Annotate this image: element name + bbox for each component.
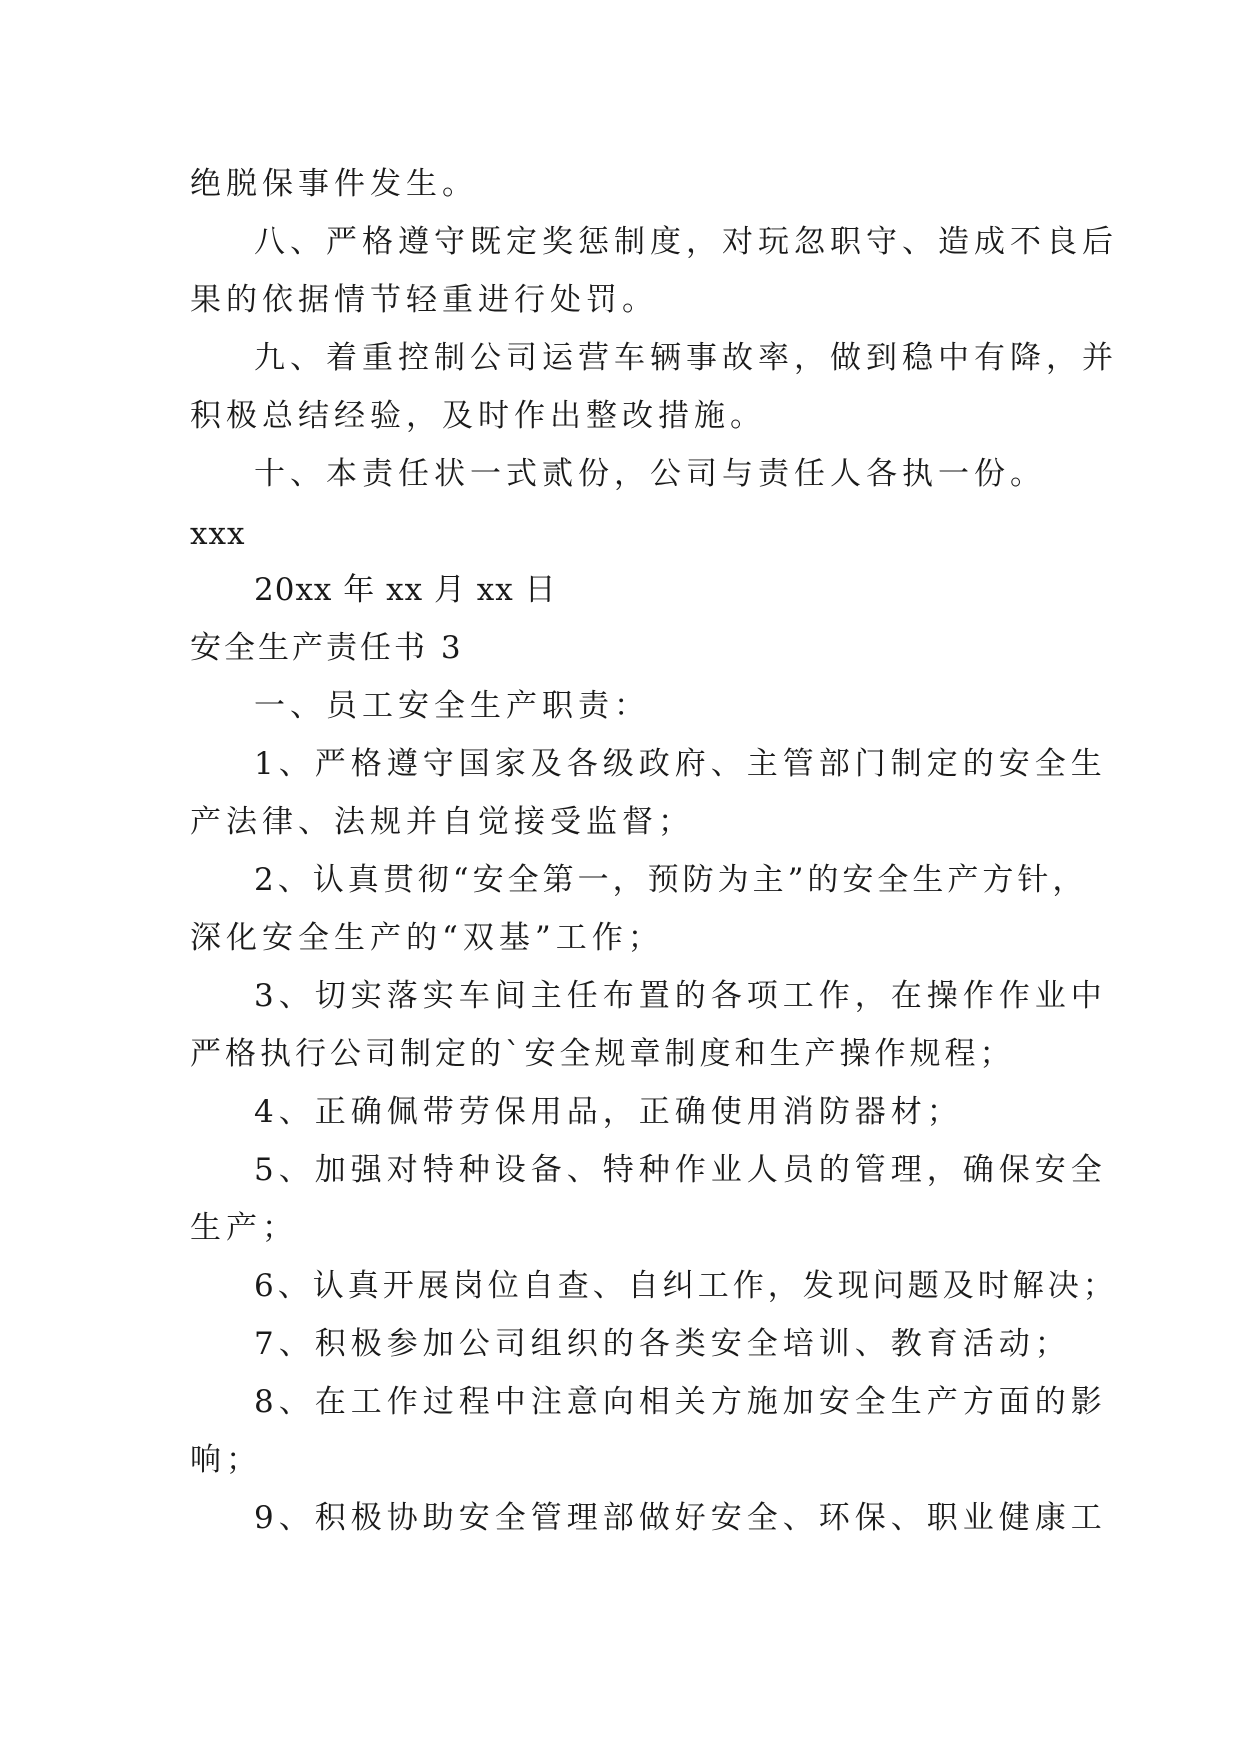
text-line-3: 果的依据情节轻重进行处罚。 [190,282,658,318]
text-line-13: 2、认真贯彻“安全第一，预防为主”的安全生产方针， [254,862,1088,898]
text-line-23: 响； [190,1442,262,1478]
text-line-12: 产法律、法规并自觉接受监督； [190,804,694,840]
text-line-18: 5、加强对特种设备、特种作业人员的管理，确保安全 [254,1152,1107,1188]
text-line-24: 9、积极协助安全管理部做好安全、环保、职业健康工 [254,1500,1107,1536]
text-line-11: 1、严格遵守国家及各级政府、主管部门制定的安全生 [254,746,1107,782]
text-line-6: 十、本责任状一式贰份，公司与责任人各执一份。 [254,456,1046,492]
text-line-15: 3、切实落实车间主任布置的各项工作，在操作作业中 [254,978,1107,1014]
text-line-4: 九、着重控制公司运营车辆事故率，做到稳中有降，并 [254,340,1118,376]
text-line-19: 生产； [190,1210,298,1246]
text-line-2: 八、严格遵守既定奖惩制度，对玩忽职守、造成不良后 [254,224,1118,260]
date-line: 20xx 年 xx 月 xx 日 [254,572,557,608]
text-line-20: 6、认真开展岗位自查、自纠工作，发现问题及时解决； [254,1268,1118,1304]
text-line-10: 一、员工安全生产职责： [254,688,650,724]
text-line-17: 4、正确佩带劳保用品，正确使用消防器材； [254,1094,963,1130]
section-title: 安全生产责任书 3 [190,630,464,666]
signature-placeholder: xxx [190,516,246,552]
text-line-16: 严格执行公司制定的`安全规章制度和生产操作规程； [190,1036,1015,1072]
text-line-21: 7、积极参加公司组织的各类安全培训、教育活动； [254,1326,1071,1362]
text-line-5: 积极总结经验，及时作出整改措施。 [190,398,766,434]
text-line-1: 绝脱保事件发生。 [190,166,478,202]
text-line-14: 深化安全生产的“双基”工作； [190,920,664,956]
text-line-22: 8、在工作过程中注意向相关方施加安全生产方面的影 [254,1384,1107,1420]
